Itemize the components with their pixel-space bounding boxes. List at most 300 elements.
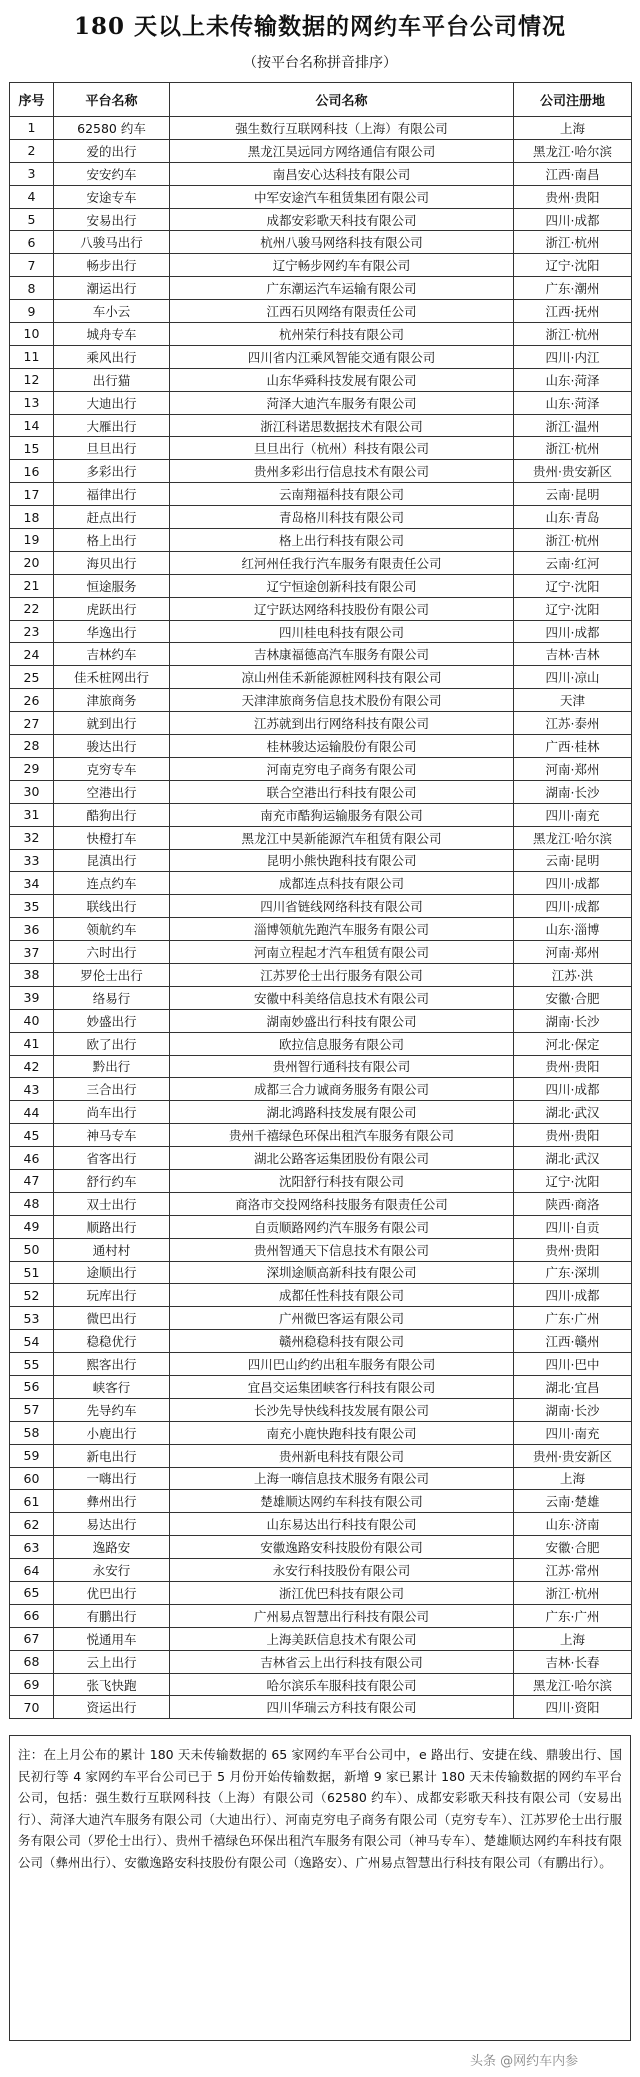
row-platform: 微巴出行 [54,1307,170,1330]
table-row [10,1353,632,1376]
row-index: 67 [10,1627,54,1650]
row-index: 28 [10,735,54,758]
row-company: 贵州千禧绿色环保出租汽车服务有限公司 [170,1124,514,1147]
row-company: 四川华瑞云方科技有限公司 [170,1696,514,1719]
row-company: 楚雄顺达网约车科技有限公司 [170,1490,514,1513]
row-location: 黑龙江·哈尔滨 [514,1673,632,1696]
table-row [10,185,632,208]
row-company: 四川巴山约约出租车服务有限公司 [170,1353,514,1376]
row-platform: 玩库出行 [54,1284,170,1307]
row-index: 39 [10,986,54,1009]
row-company: 广州易点智慧出行科技有限公司 [170,1604,514,1627]
row-company: 上海美跃信息技术有限公司 [170,1627,514,1650]
row-platform: 逸路安 [54,1536,170,1559]
row-platform: 快橙打车 [54,826,170,849]
row-platform: 易达出行 [54,1513,170,1536]
row-location: 四川·巴中 [514,1353,632,1376]
row-location: 山东·菏泽 [514,391,632,414]
row-location: 广东·广州 [514,1307,632,1330]
table-row [10,1375,632,1398]
row-index: 49 [10,1215,54,1238]
row-index: 18 [10,506,54,529]
row-company: 南昌安心达科技有限公司 [170,162,514,185]
row-location: 河南·郑州 [514,941,632,964]
row-platform: 领航约车 [54,918,170,941]
row-company: 浙江科诺思数据技术有限公司 [170,414,514,437]
table-row [10,1284,632,1307]
header-index: 序号 [10,83,54,117]
row-platform: 吉林约车 [54,643,170,666]
table-row [10,872,632,895]
row-index: 14 [10,414,54,437]
row-platform: 优巴出行 [54,1582,170,1605]
row-company: 辽宁恒途创新科技有限公司 [170,574,514,597]
row-company: 菏泽大迪汽车服务有限公司 [170,391,514,414]
table-row [10,231,632,254]
table-row [10,1261,632,1284]
row-index: 48 [10,1192,54,1215]
row-index: 45 [10,1124,54,1147]
table-row [10,712,632,735]
footnote: 注：在上月公布的累计 180 天未传输数据的 65 家网约车平台公司中，e 路出行、安捷在线、鼎骏出行、国民初行等 4 家网约车平台公司已于 5 月份开始传输数据，新增 9 家已累计 180 天未传输数据的网约车平台公司，包括：强生数行互联网科技（上海）有限公司（62580 约车）、成都安彩歌天科技有限公司（安易出行）、菏泽大迪汽车服务有限公司（大迪出行）、河南克穷电子商务有限公司（克穷专车）、江苏罗伦士出行服务有限公司（罗伦士出行）、贵州千禧绿色环保出租汽车服务有限公司（神马专车）、楚雄顺达网约车科技有限公司（彝州出行）、安徽逸路安科技股份有限公司（逸路安）、广州易点智慧出行科技有限公司（有鹏出行）。 [9,1735,631,2041]
row-company: 贵州智行通科技有限公司 [170,1055,514,1078]
table-row [10,1650,632,1673]
table-row [10,1421,632,1444]
row-platform: 联线出行 [54,895,170,918]
row-platform: 安易出行 [54,208,170,231]
row-location: 贵州·贵阳 [514,1055,632,1078]
table-row [10,437,632,460]
table-row [10,483,632,506]
table-row [10,1467,632,1490]
row-location: 浙江·杭州 [514,323,632,346]
row-platform: 空港出行 [54,780,170,803]
row-platform: 云上出行 [54,1650,170,1673]
table-row [10,963,632,986]
row-company: 四川省内江乘风智能交通有限公司 [170,345,514,368]
row-platform: 虎跃出行 [54,597,170,620]
row-company: 安徽逸路安科技股份有限公司 [170,1536,514,1559]
row-index: 54 [10,1330,54,1353]
table-row [10,1307,632,1330]
table-row [10,506,632,529]
table-row [10,1009,632,1032]
row-platform: 佳禾桩网出行 [54,666,170,689]
table-row [10,414,632,437]
row-company: 广东潮运汽车运输有限公司 [170,277,514,300]
table-row [10,643,632,666]
row-company: 成都三合力诚商务服务有限公司 [170,1078,514,1101]
row-index: 64 [10,1559,54,1582]
table-row [10,1330,632,1353]
row-platform: 安安约车 [54,162,170,185]
row-location: 四川·凉山 [514,666,632,689]
table-header-row [10,83,632,117]
row-company: 四川桂电科技有限公司 [170,620,514,643]
row-index: 68 [10,1650,54,1673]
row-index: 21 [10,574,54,597]
row-index: 9 [10,300,54,323]
row-company: 辽宁畅步网约车有限公司 [170,254,514,277]
row-location: 黑龙江·哈尔滨 [514,826,632,849]
row-index: 52 [10,1284,54,1307]
row-company: 云南翔福科技有限公司 [170,483,514,506]
row-platform: 海贝出行 [54,551,170,574]
row-index: 1 [10,117,54,140]
table-row [10,757,632,780]
row-platform: 资运出行 [54,1696,170,1719]
row-index: 12 [10,368,54,391]
row-platform: 舒行约车 [54,1169,170,1192]
row-index: 55 [10,1353,54,1376]
row-platform: 城舟专车 [54,323,170,346]
row-platform: 六时出行 [54,941,170,964]
row-company: 河南立程起才汽车租赁有限公司 [170,941,514,964]
row-company: 上海一嗨信息技术服务有限公司 [170,1467,514,1490]
row-platform: 熙客出行 [54,1353,170,1376]
row-location: 四川·成都 [514,208,632,231]
row-platform: 潮运出行 [54,277,170,300]
row-company: 青岛格川科技有限公司 [170,506,514,529]
table-row [10,1627,632,1650]
row-company: 贵州新电科技有限公司 [170,1444,514,1467]
row-location: 湖南·长沙 [514,1009,632,1032]
row-company: 山东易达出行科技有限公司 [170,1513,514,1536]
row-location: 四川·南充 [514,1421,632,1444]
table-row [10,1055,632,1078]
row-index: 20 [10,551,54,574]
row-location: 贵州·贵阳 [514,185,632,208]
table-row [10,162,632,185]
table-row [10,1147,632,1170]
header-location: 公司注册地 [514,83,632,117]
row-company: 江苏就到出行网络科技有限公司 [170,712,514,735]
row-company: 格上出行科技有限公司 [170,529,514,552]
row-location: 广东·深圳 [514,1261,632,1284]
row-platform: 先导约车 [54,1398,170,1421]
row-index: 11 [10,345,54,368]
row-company: 天津津旅商务信息技术股份有限公司 [170,689,514,712]
row-location: 四川·南充 [514,803,632,826]
row-index: 40 [10,1009,54,1032]
row-location: 陕西·商洛 [514,1192,632,1215]
row-index: 10 [10,323,54,346]
row-platform: 省客出行 [54,1147,170,1170]
table-row [10,666,632,689]
watermark: 头条 @网约车内参 [470,2054,579,2069]
row-index: 8 [10,277,54,300]
table-row [10,735,632,758]
row-index: 34 [10,872,54,895]
table-row [10,208,632,231]
row-location: 河北·保定 [514,1032,632,1055]
table-row [10,1490,632,1513]
row-location: 四川·成都 [514,872,632,895]
row-company: 贵州智通天下信息技术有限公司 [170,1238,514,1261]
row-company: 南充市酷狗运输服务有限公司 [170,803,514,826]
row-platform: 通村村 [54,1238,170,1261]
row-platform: 途顺出行 [54,1261,170,1284]
row-platform: 峡客行 [54,1375,170,1398]
table-row [10,597,632,620]
table-row [10,918,632,941]
table-row [10,986,632,1009]
table-row [10,1398,632,1421]
row-platform: 大雁出行 [54,414,170,437]
row-location: 云南·楚雄 [514,1490,632,1513]
table-row [10,323,632,346]
row-company: 贵州多彩出行信息技术有限公司 [170,460,514,483]
table-row [10,1696,632,1719]
table-row [10,1559,632,1582]
row-platform: 62580 约车 [54,117,170,140]
row-location: 山东·淄博 [514,918,632,941]
row-company: 浙江优巴科技有限公司 [170,1582,514,1605]
row-platform: 黔出行 [54,1055,170,1078]
row-index: 43 [10,1078,54,1101]
row-location: 吉林·吉林 [514,643,632,666]
row-location: 江苏·泰州 [514,712,632,735]
table-row [10,117,632,140]
row-platform: 出行猫 [54,368,170,391]
row-platform: 格上出行 [54,529,170,552]
row-platform: 三合出行 [54,1078,170,1101]
row-location: 山东·青岛 [514,506,632,529]
row-company: 桂林骏达运输股份有限公司 [170,735,514,758]
row-index: 3 [10,162,54,185]
row-platform: 尚车出行 [54,1101,170,1124]
row-company: 中军安途汽车租赁集团有限公司 [170,185,514,208]
row-company: 商洛市交投网络科技服务有限责任公司 [170,1192,514,1215]
row-platform: 络易行 [54,986,170,1009]
row-platform: 赶点出行 [54,506,170,529]
table-row [10,1238,632,1261]
table-row [10,1032,632,1055]
row-platform: 新电出行 [54,1444,170,1467]
row-location: 四川·资阳 [514,1696,632,1719]
table-row [10,551,632,574]
row-location: 上海 [514,1467,632,1490]
row-platform: 克穷专车 [54,757,170,780]
row-location: 浙江·杭州 [514,437,632,460]
row-index: 61 [10,1490,54,1513]
row-platform: 双士出行 [54,1192,170,1215]
row-index: 16 [10,460,54,483]
table-row [10,460,632,483]
row-company: 旦旦出行（杭州）科技有限公司 [170,437,514,460]
row-index: 66 [10,1604,54,1627]
row-platform: 昆滇出行 [54,849,170,872]
row-company: 红河州任我行汽车服务有限责任公司 [170,551,514,574]
row-index: 63 [10,1536,54,1559]
row-index: 36 [10,918,54,941]
row-index: 32 [10,826,54,849]
row-location: 湖南·长沙 [514,1398,632,1421]
row-index: 44 [10,1101,54,1124]
row-location: 江苏·常州 [514,1559,632,1582]
platform-table [9,82,632,1719]
row-index: 19 [10,529,54,552]
row-company: 成都任性科技有限公司 [170,1284,514,1307]
row-company: 哈尔滨乐车服科技有限公司 [170,1673,514,1696]
table-row [10,277,632,300]
row-index: 15 [10,437,54,460]
table-row [10,620,632,643]
table-row [10,139,632,162]
table-row [10,1673,632,1696]
row-company: 淄博领航先跑汽车服务有限公司 [170,918,514,941]
row-platform: 顺路出行 [54,1215,170,1238]
row-index: 33 [10,849,54,872]
row-company: 南充小鹿快跑科技有限公司 [170,1421,514,1444]
document-subtitle: （按平台名称拼音排序） [243,55,397,71]
table-row [10,1192,632,1215]
row-platform: 华逸出行 [54,620,170,643]
row-location: 天津 [514,689,632,712]
table-row [10,1078,632,1101]
row-location: 浙江·杭州 [514,1582,632,1605]
row-index: 59 [10,1444,54,1467]
table-row [10,780,632,803]
table-row [10,529,632,552]
row-location: 河南·郑州 [514,757,632,780]
row-company: 吉林省云上出行科技有限公司 [170,1650,514,1673]
row-location: 四川·自贡 [514,1215,632,1238]
row-index: 7 [10,254,54,277]
row-location: 四川·成都 [514,620,632,643]
row-company: 四川省链线网络科技有限公司 [170,895,514,918]
row-location: 湖北·武汉 [514,1147,632,1170]
row-company: 杭州八骏马网络科技有限公司 [170,231,514,254]
table-row [10,1215,632,1238]
row-platform: 福律出行 [54,483,170,506]
row-company: 吉林康福德高汽车服务有限公司 [170,643,514,666]
row-location: 上海 [514,1627,632,1650]
table-row [10,1604,632,1627]
row-location: 辽宁·沈阳 [514,597,632,620]
row-company: 辽宁跃达网络科技股份有限公司 [170,597,514,620]
table-row [10,1536,632,1559]
row-location: 四川·成都 [514,1284,632,1307]
row-location: 广东·广州 [514,1604,632,1627]
row-index: 69 [10,1673,54,1696]
row-index: 60 [10,1467,54,1490]
row-company: 成都安彩歌天科技有限公司 [170,208,514,231]
row-location: 贵州·贵阳 [514,1238,632,1261]
row-location: 辽宁·沈阳 [514,1169,632,1192]
row-index: 31 [10,803,54,826]
table-row [10,300,632,323]
row-company: 欧拉信息服务有限公司 [170,1032,514,1055]
row-company: 联合空港出行科技有限公司 [170,780,514,803]
row-company: 湖北公路客运集团股份有限公司 [170,1147,514,1170]
row-platform: 一嗨出行 [54,1467,170,1490]
row-location: 江西·抚州 [514,300,632,323]
row-platform: 酷狗出行 [54,803,170,826]
row-platform: 八骏马出行 [54,231,170,254]
row-location: 山东·菏泽 [514,368,632,391]
row-index: 50 [10,1238,54,1261]
row-index: 23 [10,620,54,643]
row-location: 黑龙江·哈尔滨 [514,139,632,162]
row-index: 30 [10,780,54,803]
row-company: 安徽中科美络信息技术有限公司 [170,986,514,1009]
row-index: 51 [10,1261,54,1284]
row-location: 浙江·温州 [514,414,632,437]
table-row [10,689,632,712]
row-index: 46 [10,1147,54,1170]
row-platform: 车小云 [54,300,170,323]
row-platform: 罗伦士出行 [54,963,170,986]
row-index: 17 [10,483,54,506]
row-company: 江苏罗伦士出行服务有限公司 [170,963,514,986]
table-row [10,941,632,964]
table-row [10,803,632,826]
row-location: 江西·赣州 [514,1330,632,1353]
row-platform: 连点约车 [54,872,170,895]
row-location: 四川·成都 [514,1078,632,1101]
row-company: 广州微巴客运有限公司 [170,1307,514,1330]
row-location: 云南·红河 [514,551,632,574]
row-platform: 就到出行 [54,712,170,735]
table-row [10,895,632,918]
row-index: 24 [10,643,54,666]
row-index: 56 [10,1375,54,1398]
row-index: 13 [10,391,54,414]
row-platform: 神马专车 [54,1124,170,1147]
row-platform: 稳稳优行 [54,1330,170,1353]
row-platform: 张飞快跑 [54,1673,170,1696]
row-index: 5 [10,208,54,231]
row-platform: 妙盛出行 [54,1009,170,1032]
row-company: 强生数行互联网科技（上海）有限公司 [170,117,514,140]
row-company: 河南克穷电子商务有限公司 [170,757,514,780]
row-company: 黑龙江中昊新能源汽车租赁有限公司 [170,826,514,849]
row-platform: 彝州出行 [54,1490,170,1513]
table-row [10,849,632,872]
row-company: 沈阳舒行科技有限公司 [170,1169,514,1192]
row-company: 成都连点科技有限公司 [170,872,514,895]
row-index: 26 [10,689,54,712]
table-body [10,117,632,1719]
row-index: 47 [10,1169,54,1192]
row-company: 赣州稳稳科技有限公司 [170,1330,514,1353]
row-index: 62 [10,1513,54,1536]
row-platform: 多彩出行 [54,460,170,483]
row-platform: 小鹿出行 [54,1421,170,1444]
row-location: 浙江·杭州 [514,231,632,254]
row-index: 2 [10,139,54,162]
row-index: 22 [10,597,54,620]
row-platform: 津旅商务 [54,689,170,712]
row-location: 广东·潮州 [514,277,632,300]
row-index: 25 [10,666,54,689]
row-company: 凉山州佳禾新能源桩网科技有限公司 [170,666,514,689]
row-platform: 安途专车 [54,185,170,208]
row-index: 57 [10,1398,54,1421]
row-location: 湖北·宜昌 [514,1375,632,1398]
table-row [10,254,632,277]
row-location: 湖北·武汉 [514,1101,632,1124]
row-location: 云南·昆明 [514,849,632,872]
table-row [10,574,632,597]
row-index: 65 [10,1582,54,1605]
row-company: 自贡顺路网约汽车服务有限公司 [170,1215,514,1238]
row-index: 27 [10,712,54,735]
row-company: 黑龙江昊远同方网络通信有限公司 [170,139,514,162]
row-location: 贵州·贵阳 [514,1124,632,1147]
row-location: 云南·昆明 [514,483,632,506]
